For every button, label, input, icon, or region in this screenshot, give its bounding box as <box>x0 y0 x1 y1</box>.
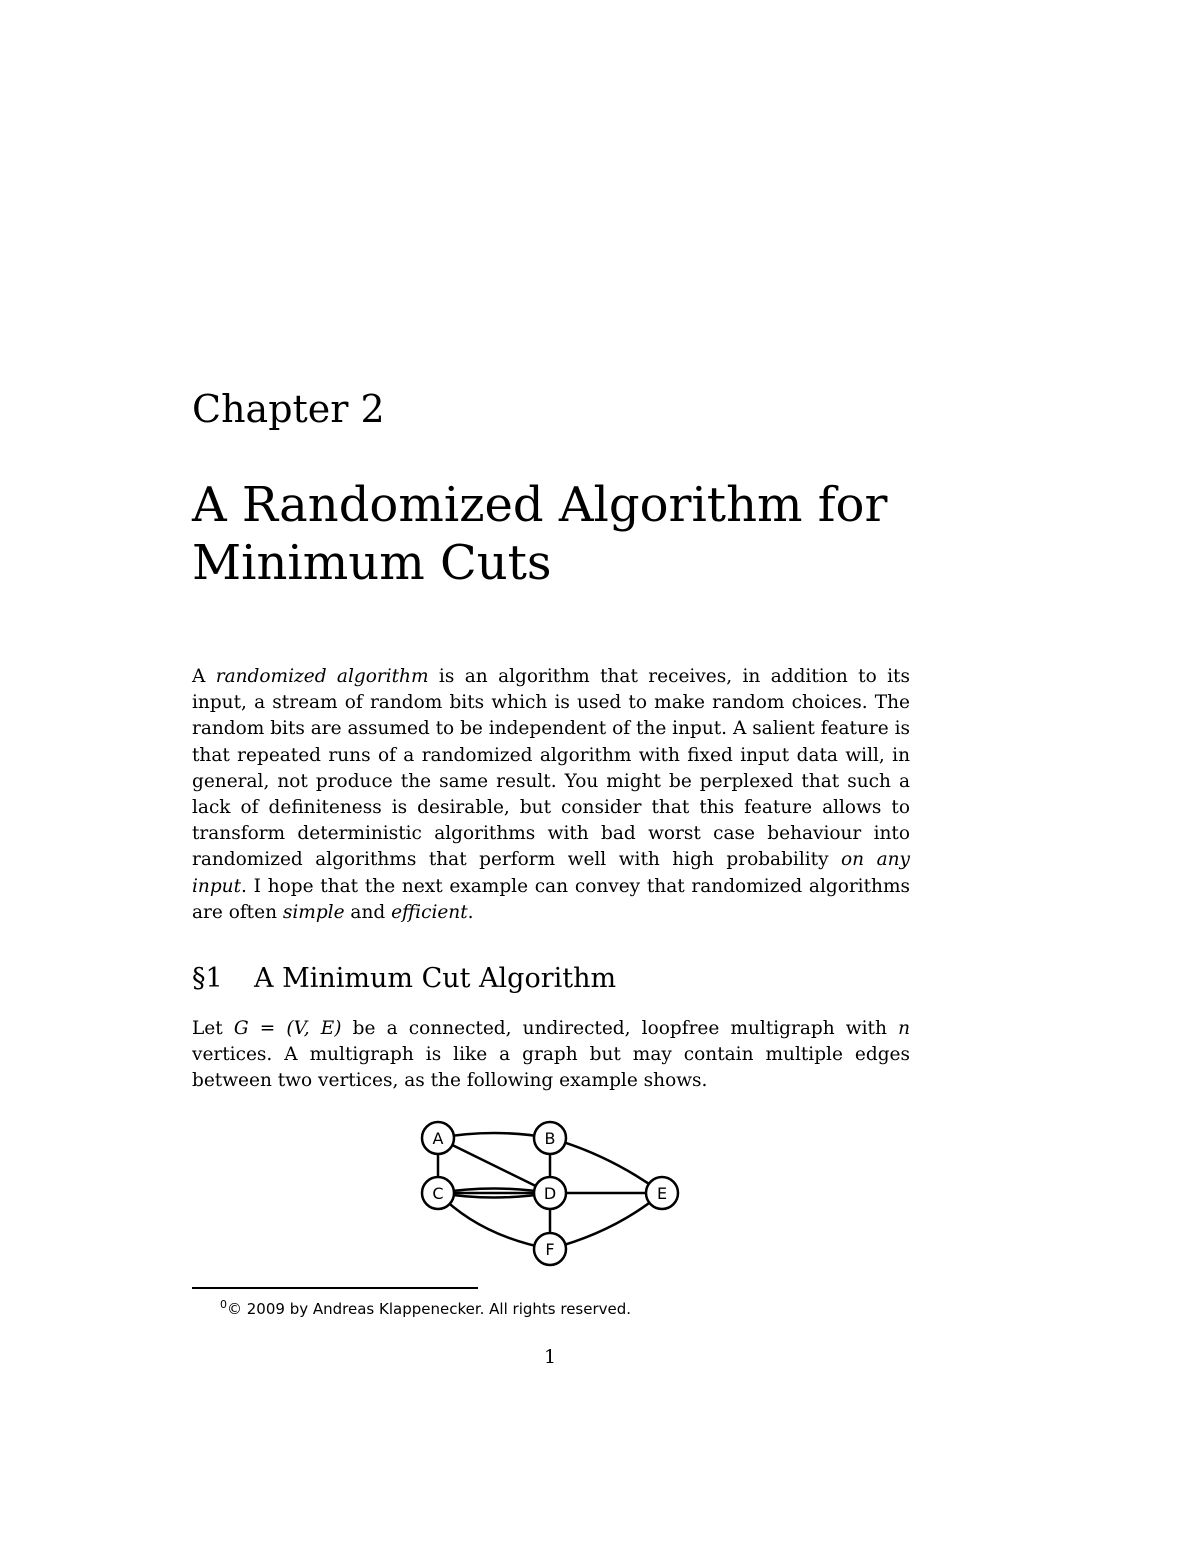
graph-node-e <box>646 1177 678 1209</box>
footnote-marker: 0 <box>220 1298 227 1311</box>
node-label: E <box>656 1184 668 1203</box>
section-heading <box>192 962 616 996</box>
definition-text: be a connected, undirected, loopfree multigraph with <box>341 1018 899 1039</box>
intro-text: . I hope that the next example can convey that randomized algorithms are often <box>192 875 910 923</box>
intro-paragraph <box>192 664 910 926</box>
node-label: D <box>543 1184 557 1203</box>
intro-emphasis: on any input <box>192 849 910 897</box>
graph-node-d <box>534 1177 566 1209</box>
intro-emphasis: efficient <box>391 901 468 923</box>
edge-c-f <box>438 1193 550 1249</box>
intro-term: randomized algorithm <box>215 666 429 687</box>
edge-a-d <box>438 1138 550 1193</box>
chapter-title: A Randomized Algorithm for Minimum Cuts <box>192 477 888 591</box>
copyright-notice: © 2009 by Andreas Klappenecker. All rights reserved. <box>227 1300 632 1318</box>
node-label: F <box>545 1240 555 1259</box>
graph-node-b <box>534 1122 566 1154</box>
edge-b-e <box>550 1138 662 1193</box>
math-variable: n <box>898 1018 910 1039</box>
intro-emphasis: simple <box>282 901 345 923</box>
graph-node-a <box>422 1122 454 1154</box>
intro-text: A <box>192 666 216 687</box>
section-title: A Minimum Cut Algorithm <box>254 963 617 994</box>
intro-text: is an algorithm that receives, in addition to its input, a stream of random bits which is used to make random choices. The random bits are assumed to be independent of the input. A salient feature is that repeated runs of a randomized algorithm with fixed input data will, in general, not produce the same result. You might be perplexed that such a lack of definiteness is desirable, but consider that this feature allows to transform deterministic algorithms with bad worst case behaviour into randomized algorithms that perform well with high probability <box>192 666 910 871</box>
definition-text: Let <box>192 1018 234 1039</box>
definition-text: vertices. A multigraph is like a graph but may contain multiple edges between two vertices, as the following example shows. <box>192 1044 910 1092</box>
graph-node-f <box>534 1233 566 1265</box>
node-label: C <box>432 1184 444 1203</box>
page-number: 1 <box>543 1346 557 1368</box>
footnote-rule <box>192 1287 478 1289</box>
footnote <box>220 1294 631 1320</box>
intro-text: and <box>344 901 392 923</box>
node-label: A <box>432 1129 444 1148</box>
node-label: B <box>544 1129 556 1148</box>
multigraph-figure <box>400 1110 700 1280</box>
math-expression: G = (V, E) <box>233 1018 342 1039</box>
graph-node-c <box>422 1177 454 1209</box>
intro-text: . <box>467 901 474 923</box>
chapter-label: Chapter 2 <box>192 387 385 431</box>
definition-paragraph <box>192 1016 910 1095</box>
edge-f-e <box>550 1193 662 1249</box>
section-number: §1 <box>192 963 223 994</box>
